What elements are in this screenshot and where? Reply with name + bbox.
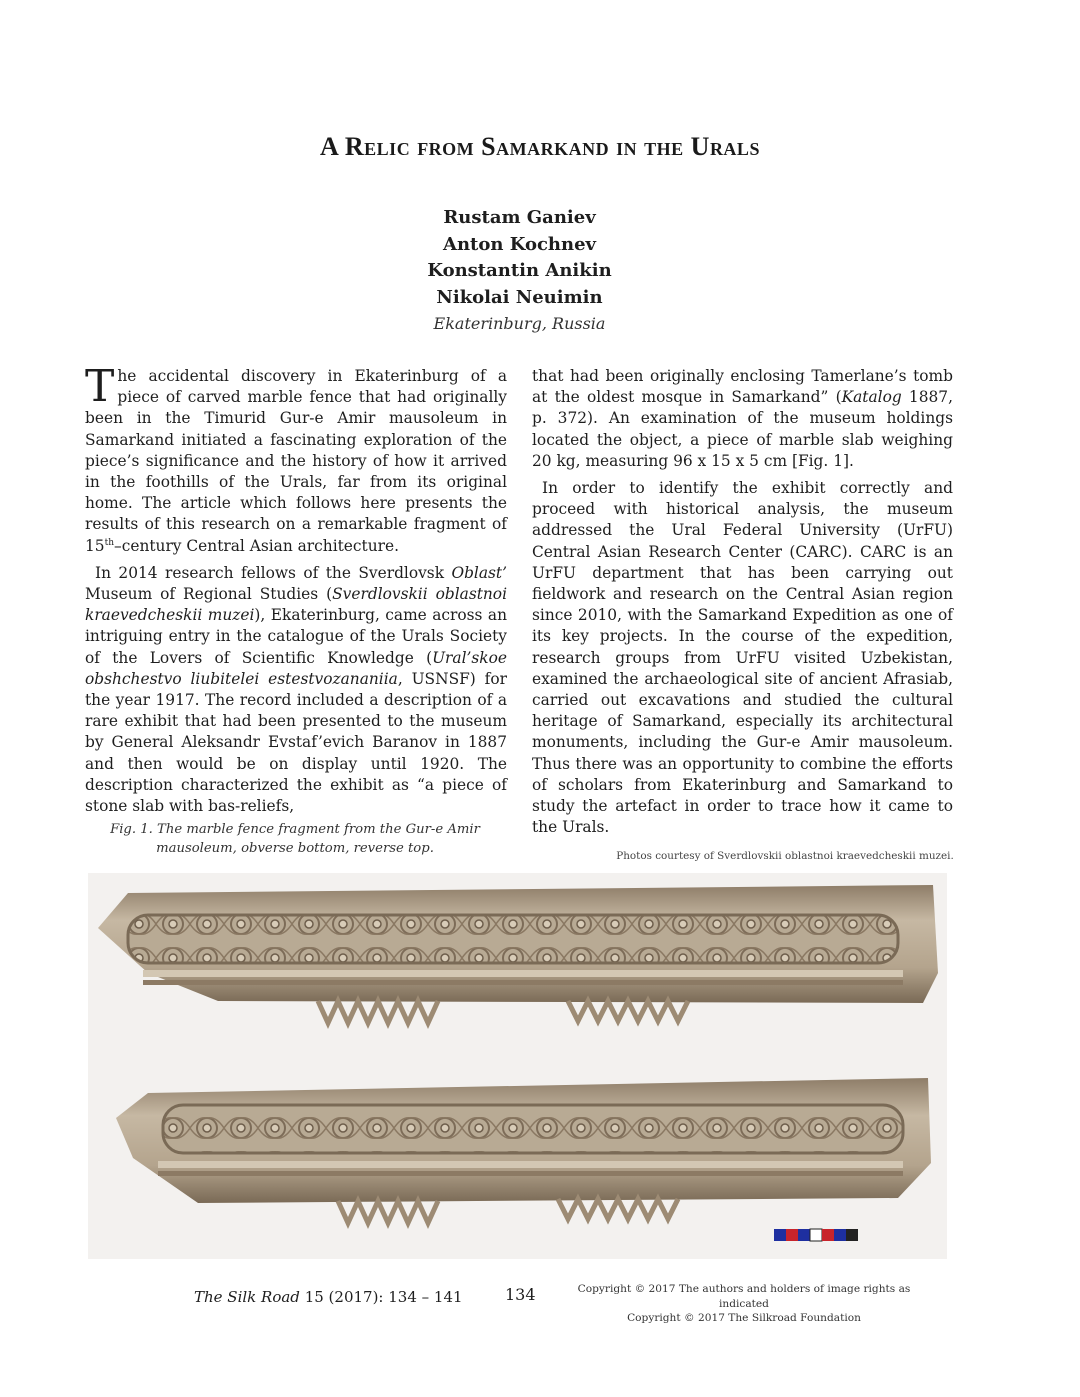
paragraph-museum: In 2014 research fellows of the Sverdlovsk Oblast’ Museum of Regional Studies (Sverdlovskii oblastnoi kraevedcheskii muzei), Ekaterinburg, came across an intriguing entry in the catalogue of the Urals Society of the Lovers of Scientific Knowledge (Ural’skoe obshchestvo liubitelei estestvozananiia, USNSF) for the year 1917. The record included a description of a rare exhibit that had been presented to the museum by General Aleksandr Evstaf’evich Baranov in 1887 and then would be on display until 1920. The description characterized the exhibit as “a piece of stone slab with bas-reliefs, [85, 563, 507, 816]
author-name: Anton Kochnev [442, 233, 597, 255]
text-column-left [85, 361, 507, 817]
text-column-right [532, 366, 953, 838]
author-affiliation: Ekaterinburg, Russia [433, 314, 606, 333]
paragraph-continued: that had been originally enclosing Tamerlane’s tomb at the oldest mosque in Samarkand” (Katalog 1887, p. 372). An examination of the museum holdings located the object, a piece of marble slab weighing 20 kg, measuring 96 x 15 x 5 cm [Fig. 1]. [532, 367, 953, 470]
drop-cap: T [85, 361, 115, 412]
author-name: Rustam Ganiev [443, 207, 596, 228]
photo-credit: Photos courtesy of Sverdlovskii oblastnoi kraevedcheskii muzei. [616, 850, 954, 862]
author-block [0, 205, 1039, 337]
page-number: 134 [505, 1285, 536, 1304]
marble-slab-reverse [98, 885, 938, 1023]
figure-caption: Fig. 1. The marble fence fragment from the Gur-e Amir mausoleum, obverse bottom, reverse top. [110, 822, 480, 856]
marble-slab-obverse [116, 1078, 931, 1223]
article-title: A Relic from Samarkand in the Urals [320, 132, 760, 161]
journal-citation: The Silk Road 15 (2017): 134 – 141 [194, 1288, 463, 1306]
author-name: Nikolai Neuimin [436, 286, 603, 308]
author-name: Konstantin Anikin [427, 260, 612, 281]
marble-fragment-photo [88, 873, 947, 1259]
paragraph-carc: In order to identify the exhibit correctly and proceed with historical analysis, the museum addressed the Ural Federal University (UrFU) Central Asian Research Center (CARC). CARC is an UrFU department that has been carrying out fieldwork and research on the Central Asian region since 2010, with the Samarkand Expedition as one of its key projects. In the course of the expedition, research groups from UrFU visited Uzbekistan, examined the archaeological site of ancient Afrasiab, carried out excavations and studied the cultural heritage of Samarkand, especially its architectural monuments, including the Gur-e Amir mausoleum. Thus there was an opportunity to combine the efforts of scholars from Ekaterinburg and Samarkand to study the artefact in order to trace how it came to the Urals. [532, 479, 953, 837]
copyright-notice: Copyright © 2017 The authors and holders of image rights as indicated Copyright © 2017 The Silkroad Foundation [577, 1283, 911, 1324]
paragraph-intro: The accidental discovery in Ekaterinburg of a piece of carved marble fence that had originally been in the Timurid Gur-e Amir mausoleum in Samarkand initiated a fascinating exploration of the piece’s significance and the history of how it arrived in the foothills of the Urals, far from its original home. The article which follows here presents the results of this research on a remarkable fragment of 15th–century Central Asian architecture. [85, 361, 507, 555]
color-scale-bar [774, 1229, 858, 1241]
